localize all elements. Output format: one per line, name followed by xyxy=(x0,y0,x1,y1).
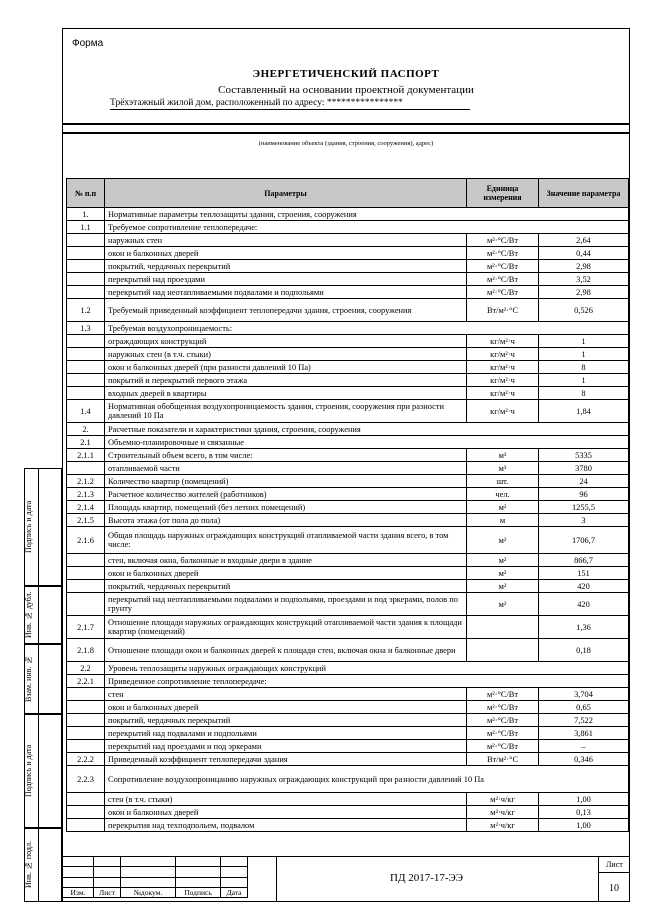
row-unit: Вт/м²·°С xyxy=(467,299,539,322)
table-row xyxy=(67,727,629,740)
document-title: ЭНЕРГЕТИЧЕНСКИЙ ПАСПОРТ xyxy=(252,68,440,80)
row-unit: м²·°С/Вт xyxy=(467,234,539,247)
header-number: № п.п xyxy=(67,179,105,208)
sheet-number: 10 xyxy=(609,883,619,894)
row-parameter: Требуемая воздухопроницаемость: xyxy=(105,322,629,335)
row-parameter: перекрытий над проездами и под эркерами xyxy=(105,740,467,753)
row-value: 8 xyxy=(539,361,629,374)
row-value: 1,84 xyxy=(539,400,629,423)
row-parameter: отапливаемой части xyxy=(105,462,467,475)
row-unit: м³ xyxy=(467,449,539,462)
side-label: Инв. № подл. xyxy=(24,841,33,889)
side-box xyxy=(38,828,62,902)
row-number xyxy=(67,740,105,753)
table-row xyxy=(67,286,629,299)
side-label: Инв. № дубл. xyxy=(24,591,33,639)
row-number: 2.1.8 xyxy=(67,639,105,662)
table-row xyxy=(67,701,629,714)
row-parameter: окон и балконных дверей xyxy=(105,247,467,260)
row-parameter: Расчетное количество жителей (работников) xyxy=(105,488,467,501)
row-value: 24 xyxy=(539,475,629,488)
row-unit: м² xyxy=(467,501,539,514)
address-underline xyxy=(110,109,470,110)
row-unit: кг/м²·ч xyxy=(467,335,539,348)
row-parameter: Сопротивление воздухопроницанию наружных ограждающих конструкций при разности давлений 10 Па xyxy=(105,766,629,793)
row-unit: м²·°С/Вт xyxy=(467,247,539,260)
row-parameter: Расчетные показатели и характеристики здания, строения, сооружения xyxy=(105,423,629,436)
table-row xyxy=(67,423,629,436)
row-unit: кг/м²·ч xyxy=(467,348,539,361)
row-number xyxy=(67,688,105,701)
row-number xyxy=(67,567,105,580)
row-parameter: Нормативная обобщенная воздухопроницаемость здания, строения, сооружения при разности давлений 10 Па xyxy=(105,400,467,423)
row-parameter: Строительный объем всего, в том числе: xyxy=(105,449,467,462)
table-row xyxy=(67,488,629,501)
row-number: 2.1.6 xyxy=(67,527,105,554)
row-value: 866,7 xyxy=(539,554,629,567)
row-number: 2.1.3 xyxy=(67,488,105,501)
row-number xyxy=(67,701,105,714)
row-parameter: покрытий, чердачных перекрытий xyxy=(105,580,467,593)
row-value: 420 xyxy=(539,593,629,616)
row-parameter: перекрытий над проездами xyxy=(105,273,467,286)
row-number xyxy=(67,286,105,299)
divider-line xyxy=(62,132,630,134)
row-number: 1.3 xyxy=(67,322,105,335)
row-unit: м²·°С/Вт xyxy=(467,688,539,701)
row-parameter: стен (в т.ч. стыки) xyxy=(105,793,467,806)
table-header-row xyxy=(67,179,629,208)
table-row xyxy=(67,335,629,348)
row-value: 0,18 xyxy=(539,639,629,662)
row-value: 1 xyxy=(539,348,629,361)
row-number: 2.2.3 xyxy=(67,766,105,793)
row-number xyxy=(67,234,105,247)
header-parameters: Параметры xyxy=(105,179,467,208)
row-parameter: ограждающих конструкций xyxy=(105,335,467,348)
table-row xyxy=(67,740,629,753)
row-number: 2.1.4 xyxy=(67,501,105,514)
table-row xyxy=(67,208,629,221)
row-parameter: перекрытий над подвалами и подпольями xyxy=(105,727,467,740)
row-value: 0,44 xyxy=(539,247,629,260)
row-unit xyxy=(467,616,539,639)
table-row xyxy=(67,806,629,819)
stamp-col-sheet: Лист xyxy=(94,887,121,897)
row-parameter: покрытий и перекрытий первого этажа xyxy=(105,374,467,387)
row-value: – xyxy=(539,740,629,753)
object-address: Трёхэтажный жилой дом, расположенный по адресу: **************** xyxy=(110,98,403,108)
row-unit: м²·ч/кг xyxy=(467,819,539,832)
row-value: 2,98 xyxy=(539,260,629,273)
row-unit: кг/м²·ч xyxy=(467,400,539,423)
row-value: 1 xyxy=(539,374,629,387)
row-parameter: Количество квартир (помещений) xyxy=(105,475,467,488)
row-number xyxy=(67,387,105,400)
row-value: 420 xyxy=(539,580,629,593)
table-row xyxy=(67,374,629,387)
row-unit: м²·°С/Вт xyxy=(467,260,539,273)
row-parameter: перекрытий над неотапливаемыми подвалами и подпольями, проездами и под эркерами, полов по грунту xyxy=(105,593,467,616)
row-number xyxy=(67,554,105,567)
row-parameter: покрытий, чердачных перекрытий xyxy=(105,260,467,273)
row-parameter: Приведенный коэффициент теплопередачи здания xyxy=(105,753,467,766)
row-unit: м³ xyxy=(467,462,539,475)
row-number xyxy=(67,260,105,273)
row-unit: м² xyxy=(467,567,539,580)
sheet-box-divider xyxy=(598,872,630,873)
row-unit xyxy=(467,639,539,662)
row-unit: м² xyxy=(467,593,539,616)
row-number xyxy=(67,806,105,819)
table-row xyxy=(67,260,629,273)
table-row xyxy=(67,714,629,727)
row-number: 2.2.2 xyxy=(67,753,105,766)
row-parameter: Площадь квартир, помещений (без летних помещений) xyxy=(105,501,467,514)
stamp-col-sign: Подпись xyxy=(176,887,221,897)
row-value: 8 xyxy=(539,387,629,400)
row-value: 1706,7 xyxy=(539,527,629,554)
sheet-label: Лист xyxy=(606,860,623,869)
table-row xyxy=(67,273,629,286)
row-value: 3 xyxy=(539,514,629,527)
row-parameter: Общая площадь наружных ограждающих конструкций отапливаемой части здания всего, в том числе: xyxy=(105,527,467,554)
row-value: 3780 xyxy=(539,462,629,475)
table-row xyxy=(67,580,629,593)
revision-table xyxy=(62,856,248,898)
table-row xyxy=(67,462,629,475)
row-parameter: Объемно-планировочные и связанные xyxy=(105,436,629,449)
row-unit: м²·°С/Вт xyxy=(467,740,539,753)
row-number: 2.1.5 xyxy=(67,514,105,527)
row-number: 1. xyxy=(67,208,105,221)
row-value: 5335 xyxy=(539,449,629,462)
side-box xyxy=(38,714,62,828)
row-number xyxy=(67,593,105,616)
row-value: 0,526 xyxy=(539,299,629,322)
row-value: 2,64 xyxy=(539,234,629,247)
row-number xyxy=(67,462,105,475)
row-number xyxy=(67,793,105,806)
table-row xyxy=(67,361,629,374)
table-row xyxy=(67,688,629,701)
row-parameter: Уровень теплозащиты наружных ограждающих конструкций xyxy=(105,662,629,675)
row-number: 2.1.7 xyxy=(67,616,105,639)
row-number xyxy=(67,374,105,387)
row-unit: кг/м²·ч xyxy=(467,361,539,374)
row-parameter: Приведенное сопротивление теплопередаче: xyxy=(105,675,629,688)
row-parameter: стен xyxy=(105,688,467,701)
table-row xyxy=(67,247,629,260)
row-number: 1.2 xyxy=(67,299,105,322)
row-value: 2,98 xyxy=(539,286,629,299)
stamp-col-change: Изм. xyxy=(63,887,94,897)
side-label: Подпись и дата xyxy=(24,744,33,798)
row-number: 1.4 xyxy=(67,400,105,423)
table-row xyxy=(67,753,629,766)
row-number: 1.1 xyxy=(67,221,105,234)
row-number xyxy=(67,580,105,593)
row-number xyxy=(67,361,105,374)
side-label: Взам. инв. № xyxy=(24,655,33,703)
row-unit: м²·°С/Вт xyxy=(467,727,539,740)
row-unit: м²·°С/Вт xyxy=(467,273,539,286)
header-unit: Единица измерения xyxy=(467,179,539,208)
row-value: 151 xyxy=(539,567,629,580)
table-row xyxy=(67,299,629,322)
side-box xyxy=(38,468,62,586)
row-unit: чел. xyxy=(467,488,539,501)
table-row xyxy=(67,322,629,335)
row-parameter: Отношение площади окон и балконных дверей к площади стен, включая окна и балконные двери xyxy=(105,639,467,662)
row-value: 3,704 xyxy=(539,688,629,701)
form-label: Форма xyxy=(72,38,104,49)
row-number xyxy=(67,273,105,286)
row-number xyxy=(67,819,105,832)
divider-line xyxy=(62,123,630,125)
row-number: 2.1 xyxy=(67,436,105,449)
table-row xyxy=(67,387,629,400)
table-row xyxy=(67,639,629,662)
row-unit: м² xyxy=(467,554,539,567)
row-value: 1,00 xyxy=(539,819,629,832)
row-value: 3,52 xyxy=(539,273,629,286)
row-number: 2. xyxy=(67,423,105,436)
row-number: 2.2 xyxy=(67,662,105,675)
row-parameter: окон и балконных дверей xyxy=(105,806,467,819)
table-row xyxy=(67,766,629,793)
row-parameter: Нормативные параметры теплозащиты здания, строения, сооружения xyxy=(105,208,629,221)
row-number xyxy=(67,348,105,361)
row-unit: м² xyxy=(467,580,539,593)
row-unit: кг/м²·ч xyxy=(467,374,539,387)
row-number: 2.1.1 xyxy=(67,449,105,462)
row-value: 1 xyxy=(539,335,629,348)
row-number xyxy=(67,247,105,260)
row-number: 2.2.1 xyxy=(67,675,105,688)
row-value: 0,65 xyxy=(539,701,629,714)
row-unit: м²·ч/кг xyxy=(467,806,539,819)
row-value: 7,522 xyxy=(539,714,629,727)
side-box xyxy=(38,644,62,714)
row-parameter: наружных стен xyxy=(105,234,467,247)
row-unit: шт. xyxy=(467,475,539,488)
row-unit: м²·ч/кг xyxy=(467,793,539,806)
row-parameter: Отношение площади наружных ограждающих конструкций отапливаемой части здания к площади квартир (помещений) xyxy=(105,616,467,639)
row-unit: м²·°С/Вт xyxy=(467,286,539,299)
table-row xyxy=(67,348,629,361)
stamp-col-doc: №докум. xyxy=(121,887,176,897)
row-unit: кг/м²·ч xyxy=(467,387,539,400)
row-parameter: входных дверей в квартиры xyxy=(105,387,467,400)
row-number xyxy=(67,714,105,727)
row-parameter: Высота этажа (от пола до пола) xyxy=(105,514,467,527)
table-row xyxy=(67,662,629,675)
row-value: 96 xyxy=(539,488,629,501)
table-row xyxy=(67,449,629,462)
table-row xyxy=(67,616,629,639)
table-row xyxy=(67,475,629,488)
row-value: 1255,5 xyxy=(539,501,629,514)
table-row xyxy=(67,400,629,423)
row-unit: м²·°С/Вт xyxy=(467,701,539,714)
row-unit: Вт/м²·°С xyxy=(467,753,539,766)
table-row xyxy=(67,501,629,514)
table-row xyxy=(67,234,629,247)
row-unit: м xyxy=(467,514,539,527)
parameters-table xyxy=(66,178,629,832)
row-unit: м²·°С/Вт xyxy=(467,714,539,727)
row-value: 1,00 xyxy=(539,793,629,806)
table-row xyxy=(67,221,629,234)
row-number xyxy=(67,335,105,348)
table-row xyxy=(67,567,629,580)
object-caption: (наименование объекта (здания, строения, сооружения), адрес) xyxy=(258,140,434,147)
row-parameter: наружных стен (в т.ч. стыки) xyxy=(105,348,467,361)
row-parameter: окон и балконных дверей xyxy=(105,567,467,580)
table-row xyxy=(67,554,629,567)
row-parameter: покрытий, чердачных перекрытий xyxy=(105,714,467,727)
document-subtitle: Составленный на основании проектной документации xyxy=(218,84,474,96)
table-row xyxy=(67,819,629,832)
document-code: ПД 2017-17-ЭЭ xyxy=(390,872,464,884)
table-row xyxy=(67,593,629,616)
table-row xyxy=(67,675,629,688)
header-value: Значение параметра xyxy=(539,179,629,208)
table-row xyxy=(67,527,629,554)
row-parameter: перекрытий над неотапливаемыми подвалами и подпольями xyxy=(105,286,467,299)
row-parameter: перекрытия над техподпольем, подвалом xyxy=(105,819,467,832)
table-row xyxy=(67,514,629,527)
table-row xyxy=(67,793,629,806)
row-parameter: окон и балконных дверей xyxy=(105,701,467,714)
row-value: 3,861 xyxy=(539,727,629,740)
row-value: 1,36 xyxy=(539,616,629,639)
row-number xyxy=(67,727,105,740)
row-parameter: стен, включая окна, балконные и входные двери в здание xyxy=(105,554,467,567)
row-parameter: окон и балконных дверей (при разности давлений 10 Па) xyxy=(105,361,467,374)
row-unit: м² xyxy=(467,527,539,554)
side-label: Подпись и дата xyxy=(24,500,33,554)
row-parameter: Требуемое сопротивление теплопередаче: xyxy=(105,221,629,234)
side-box xyxy=(38,586,62,644)
row-parameter: Требуемый приведенный коэффициент теплопередачи здания, строения, сооружения xyxy=(105,299,467,322)
row-number: 2.1.2 xyxy=(67,475,105,488)
table-row xyxy=(67,436,629,449)
stamp-col-date: Дата xyxy=(221,887,248,897)
row-value: 0,13 xyxy=(539,806,629,819)
stamp-divider xyxy=(276,856,277,902)
row-value: 0,346 xyxy=(539,753,629,766)
